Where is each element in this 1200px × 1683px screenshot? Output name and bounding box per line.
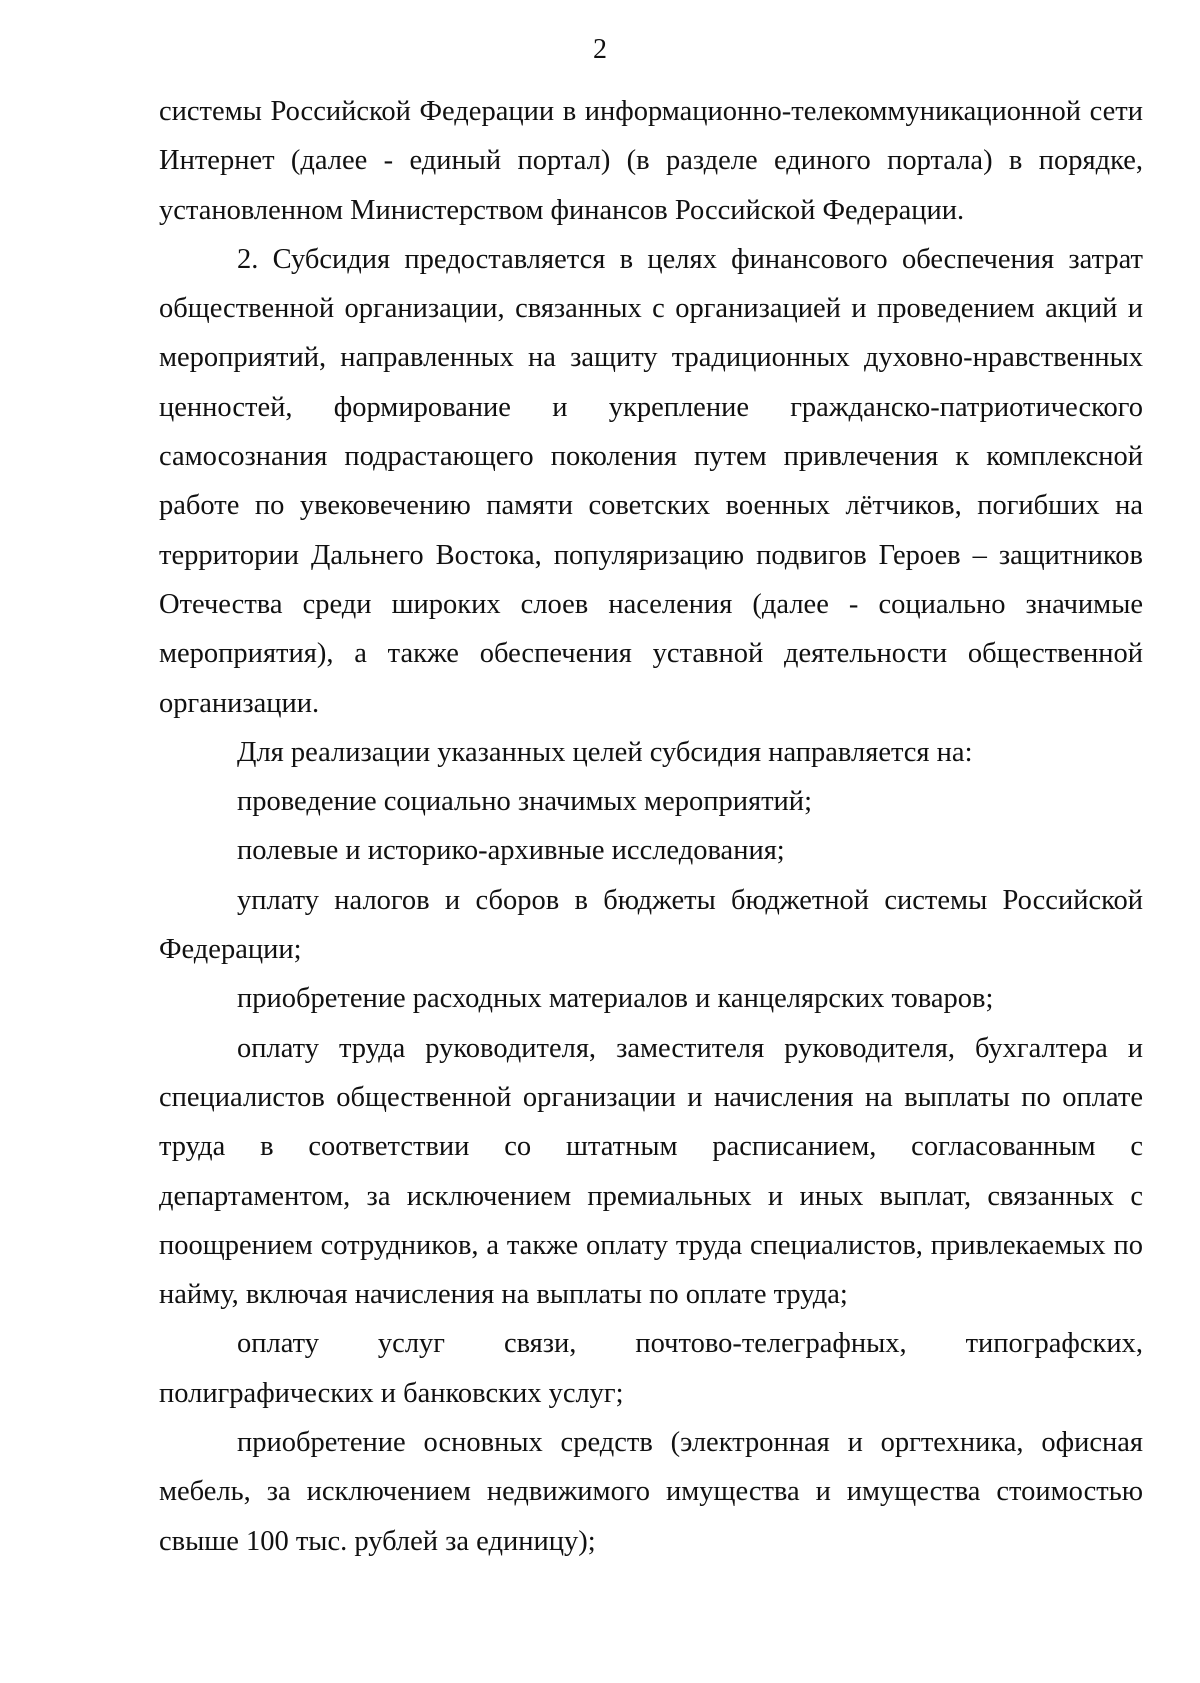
paragraph-subsidy-directions-intro: Для реализации указанных целей субсидия направляется на:	[237, 736, 973, 768]
list-item-social-events: проведение социально значимых мероприятий;	[237, 786, 812, 818]
paragraph-continuation: системы Российской Федерации в информационно-телекоммуникационной сети Интернет (далее - единый портал) (в разделе единого портала) в порядке, установленном Министерством финансов Российской Федерации.	[159, 96, 1143, 226]
paragraph-subsidy-purpose: 2. Субсидия предоставляется в целях финансового обеспечения затрат общественной организации, связанных с организацией и проведением акций и мероприятий, направленных на защиту традиционных духовно-нравственных ценностей, формирование и укрепление гражданско-патриотического самосознания подрастающего поколения путем привлечения к комплексной работе по увековечению памяти советских военных лётчиков, погибших на территории Дальнего Востока, популяризацию подвигов Героев – защитников Отечества среди широких слоев населения (далее - социально значимые мероприятия), а также обеспечения уставной деятельности общественной организации.	[159, 243, 1143, 719]
list-item-communication-services: оплату услуг связи, почтово-телеграфных, типографских, полиграфических и банковских услуг;	[159, 1328, 1143, 1409]
list-item-field-research: полевые и историко-архивные исследования;	[237, 835, 785, 867]
page-number: 2	[593, 34, 607, 65]
list-item-taxes: уплату налогов и сборов в бюджеты бюджетной системы Российской Федерации;	[159, 884, 1143, 966]
list-item-materials: приобретение расходных материалов и канцелярских товаров;	[237, 983, 994, 1015]
document-body	[159, 87, 1143, 1566]
list-item-fixed-assets: приобретение основных средств (электронная и оргтехника, офисная мебель, за исключением недвижимого имущества и имущества стоимостью свыше 100 тыс. рублей за единицу);	[159, 1427, 1143, 1557]
list-item-salaries: оплату труда руководителя, заместителя руководителя, бухгалтера и специалистов общественной организации и начисления на выплаты по оплате труда в соответствии со штатным расписанием, согласованным с департаментом, за исключением премиальных и иных выплат, связанных с поощрением сотрудников, а также оплату труда специалистов, привлекаемых по найму, включая начисления на выплаты по оплате труда;	[159, 1032, 1143, 1311]
